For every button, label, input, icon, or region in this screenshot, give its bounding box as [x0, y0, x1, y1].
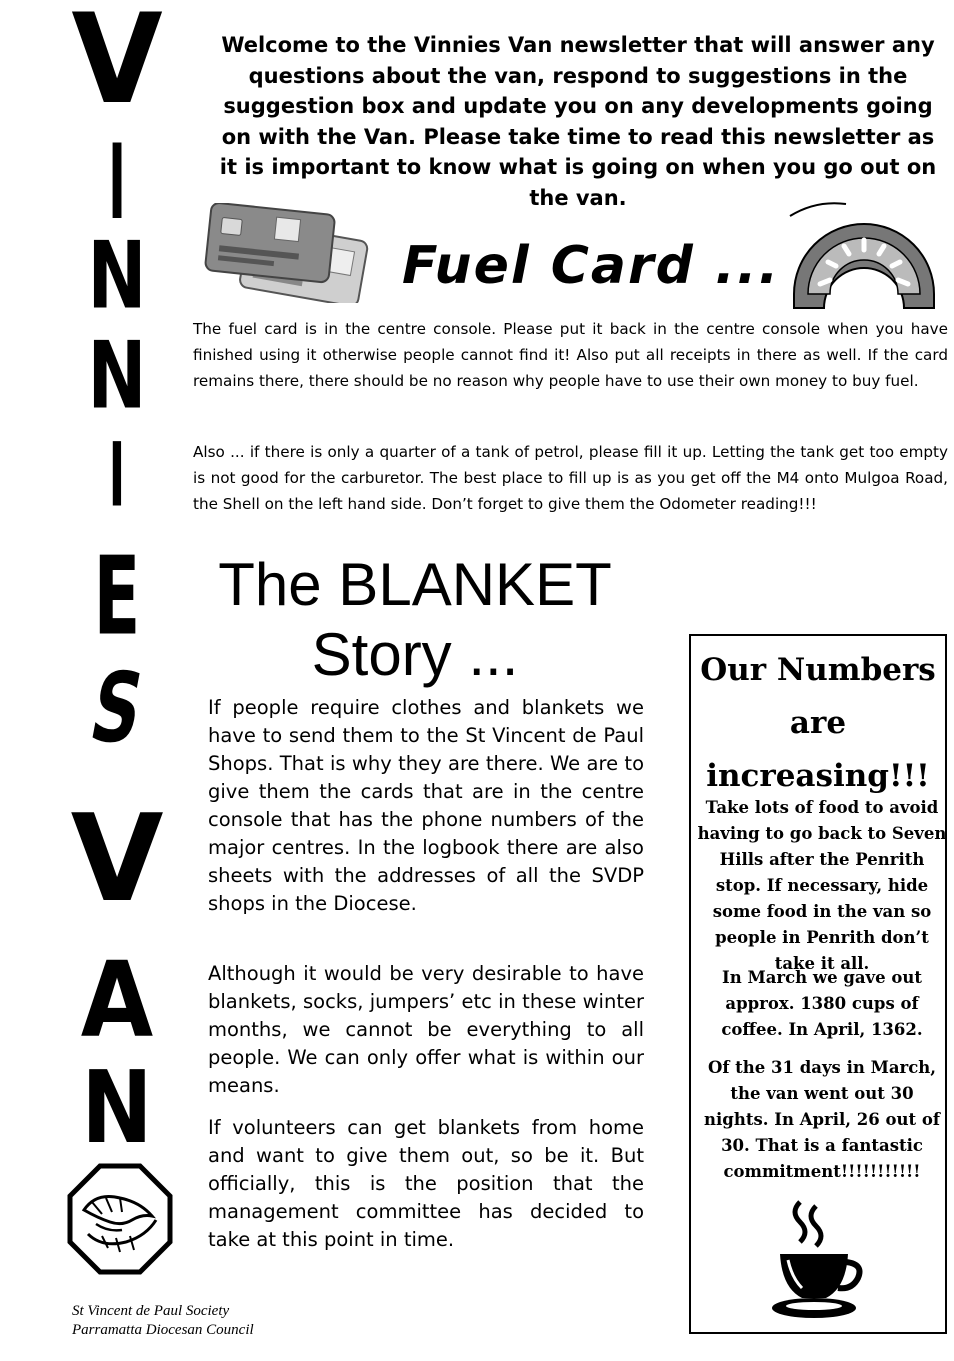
intro-text: Welcome to the Vinnies Van newsletter that will answer any questions about the van, respond to suggestions in the suggestion box and update you on any developments going on with the Van. Please take time to read this newsletter as it is important to know what is going on when you go out on the van. — [219, 33, 937, 210]
numbers-title — [691, 644, 945, 803]
banner-letter: N — [87, 221, 147, 330]
svdp-logo-icon — [62, 1162, 178, 1278]
footer-organisation: St Vincent de Paul Society — [72, 1303, 230, 1319]
banner-letter: V — [70, 790, 164, 929]
numbers-title-line: increasing!!! — [706, 758, 930, 794]
banner-letter: I — [108, 424, 126, 527]
blanket-paragraph: If people require clothes and blankets we have to send them to the St Vincent de Paul Shops. That is why they are there. We are to give them the cards that are in the centre console that has the phone numbers of the major centres. In the logbook there are also sheets with the addresses of all the SVDP shops in the Diocese. — [208, 696, 644, 915]
banner-letter: N — [87, 321, 147, 430]
banner-letter: N — [81, 1049, 153, 1166]
fuel-card-paragraph: Also ... if there is only a quarter of a tank of petrol, please fill it up. Letting the tank get too empty is not good for the carburetor. The best place to fill up is as you get off the M4 onto Mulgoa Road, the Shell on the left hand side. Don’t forget to give them the Odometer reading!!! — [193, 443, 948, 513]
fuel-gauge-icon — [786, 196, 941, 311]
fuel-cards-icon — [204, 203, 374, 303]
banner-letter: I — [108, 122, 126, 243]
blanket-title-line: The BLANKET — [218, 551, 612, 618]
blanket-paragraph: If volunteers can get blankets from home and want to give them out, so be it. But officially, this is the position that the management committee has decided to take at this point in time. — [208, 1116, 644, 1251]
fuel-card-title: Fuel Card ... — [402, 236, 781, 296]
banner-letter: S — [82, 652, 152, 764]
banner-letter: A — [80, 939, 154, 1061]
blanket-title-line: Story ... — [311, 621, 519, 688]
footer-council: Parramatta Diocesan Council — [72, 1322, 254, 1338]
blanket-paragraph: Although it would be very desirable to have blankets, socks, jumpers’ etc in these winter months, we cannot be everything to all people. We can only offer what is within our means. — [208, 962, 644, 1097]
blanket-story-title — [180, 550, 650, 690]
footer — [72, 1302, 254, 1340]
numbers-title-line: Our Numbers — [700, 652, 936, 688]
fuel-card-paragraph: The fuel card is in the centre console. Please put it back in the centre console when you have finished using it otherwise people cannot find it! Also put all receipts in there as well. If the card remains there, there should be no reason why people have to use their own money to buy fuel. — [193, 320, 948, 390]
numbers-paragraph: Of the 31 days in March, the van went out 30 nights. In April, 26 out of 30. That is a fantastic commitment!!!!!!!!!!! — [704, 1058, 940, 1181]
banner-letter: V — [71, 0, 163, 132]
numbers-paragraph: Take lots of food to avoid having to go back to Seven Hills after the Penrith stop. If necessary, hide some food in the van so people in Penrith don’t take it all. — [697, 798, 947, 973]
numbers-title-line: are — [789, 705, 847, 741]
banner-letter: E — [93, 534, 141, 660]
coffee-cup-icon — [766, 1198, 866, 1322]
numbers-paragraph: In March we gave out approx. 1380 cups of coffee. In April, 1362. — [721, 968, 923, 1039]
